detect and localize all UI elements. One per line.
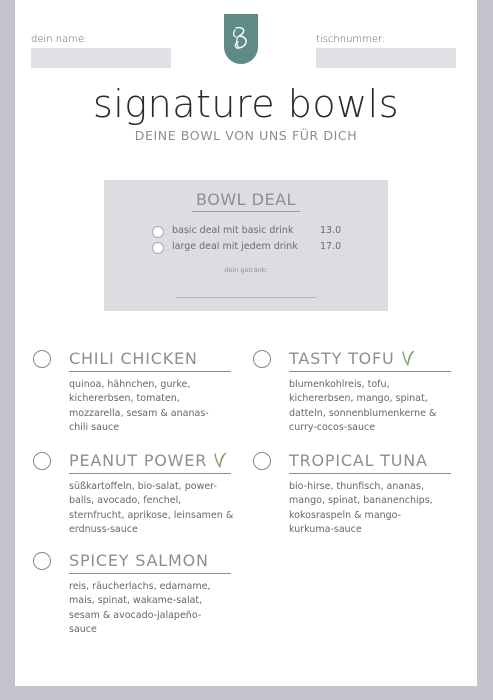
bowl-name-underline xyxy=(69,371,231,372)
bowl-item-tropical-tuna xyxy=(289,451,489,537)
deal-option-price: 13.0 xyxy=(320,225,342,236)
bowl-select-radio[interactable] xyxy=(253,452,271,470)
bowl-item-tasty-tofu xyxy=(289,349,489,435)
bowl-name-underline xyxy=(289,473,451,474)
logo-tab xyxy=(224,14,258,64)
bowl-item-peanut-power xyxy=(69,451,269,537)
bowl-ingredients: blumenkohlreis, tofu, kichererbsen, mango, spinat, datteln, sonnenblumenkerne & curry-cocos-sauce xyxy=(289,379,437,433)
deal-option-radio[interactable] xyxy=(152,226,164,238)
bowl-name: SPICEY SALMON xyxy=(69,551,209,570)
deal-option-large[interactable] xyxy=(152,241,352,255)
menu-page xyxy=(15,0,477,686)
bowl-select-radio[interactable] xyxy=(33,452,51,470)
vegan-leaf-icon xyxy=(401,350,415,366)
bowl-name-underline xyxy=(69,473,231,474)
bowl-item-chili-chicken xyxy=(69,349,269,435)
name-label: dein name: xyxy=(31,34,88,45)
deal-option-label: large deal mit jedem drink xyxy=(172,241,298,252)
bowl-deal-box xyxy=(104,180,388,311)
deal-option-price: 17.0 xyxy=(320,241,342,252)
bowl-select-radio[interactable] xyxy=(253,350,271,368)
bowl-name: TASTY TOFU xyxy=(289,349,489,369)
bowl-ingredients: bio-hirse, thunfisch, ananas, mango, spinat, bananenchips, kokosraspeln & mango- kurkuma-sauce xyxy=(289,481,433,535)
leaf-b-logo-icon xyxy=(230,24,252,54)
name-field[interactable] xyxy=(31,48,171,68)
deal-option-label: basic deal mit basic drink xyxy=(172,225,294,236)
bowl-deal-underline xyxy=(192,211,300,212)
bowl-name: CHILI CHICKEN xyxy=(69,349,198,368)
drink-input-line[interactable] xyxy=(176,297,316,298)
deal-option-radio[interactable] xyxy=(152,242,164,254)
bowl-select-radio[interactable] xyxy=(33,552,51,570)
bowl-ingredients: reis, räucherlachs, edamame, mais, spinat, wakame-salat, sesam & avocado-jalapeño- sauce xyxy=(69,581,211,635)
bowl-ingredients: süßkartoffeln, bio-salat, power- balls, avocado, fenchel, sternfrucht, aprikose, leinsamen & erdnuss-sauce xyxy=(69,481,234,535)
page-subtitle: DEINE BOWL VON UNS FÜR DICH xyxy=(134,128,358,143)
bowl-ingredients: quinoa, hähnchen, gurke, kichererbsen, tomaten, mozzarella, sesam & ananas- chili sauce xyxy=(69,379,209,433)
table-number-label: tischnummer: xyxy=(316,34,386,45)
bowl-deal-title: BOWL DEAL xyxy=(196,190,296,209)
bowl-name-underline xyxy=(69,573,231,574)
drink-label: dein getränk: xyxy=(224,266,268,274)
bowl-name-underline xyxy=(289,371,451,372)
deal-option-basic[interactable] xyxy=(152,225,352,239)
bowl-item-spicey-salmon xyxy=(69,551,269,637)
bowl-name: TROPICAL TUNA xyxy=(289,451,428,470)
table-number-field[interactable] xyxy=(316,48,456,68)
bowl-name: PEANUT POWER xyxy=(69,451,269,471)
bowl-select-radio[interactable] xyxy=(33,350,51,368)
page-title: signature bowls xyxy=(92,82,400,126)
vegan-leaf-icon xyxy=(213,452,227,468)
